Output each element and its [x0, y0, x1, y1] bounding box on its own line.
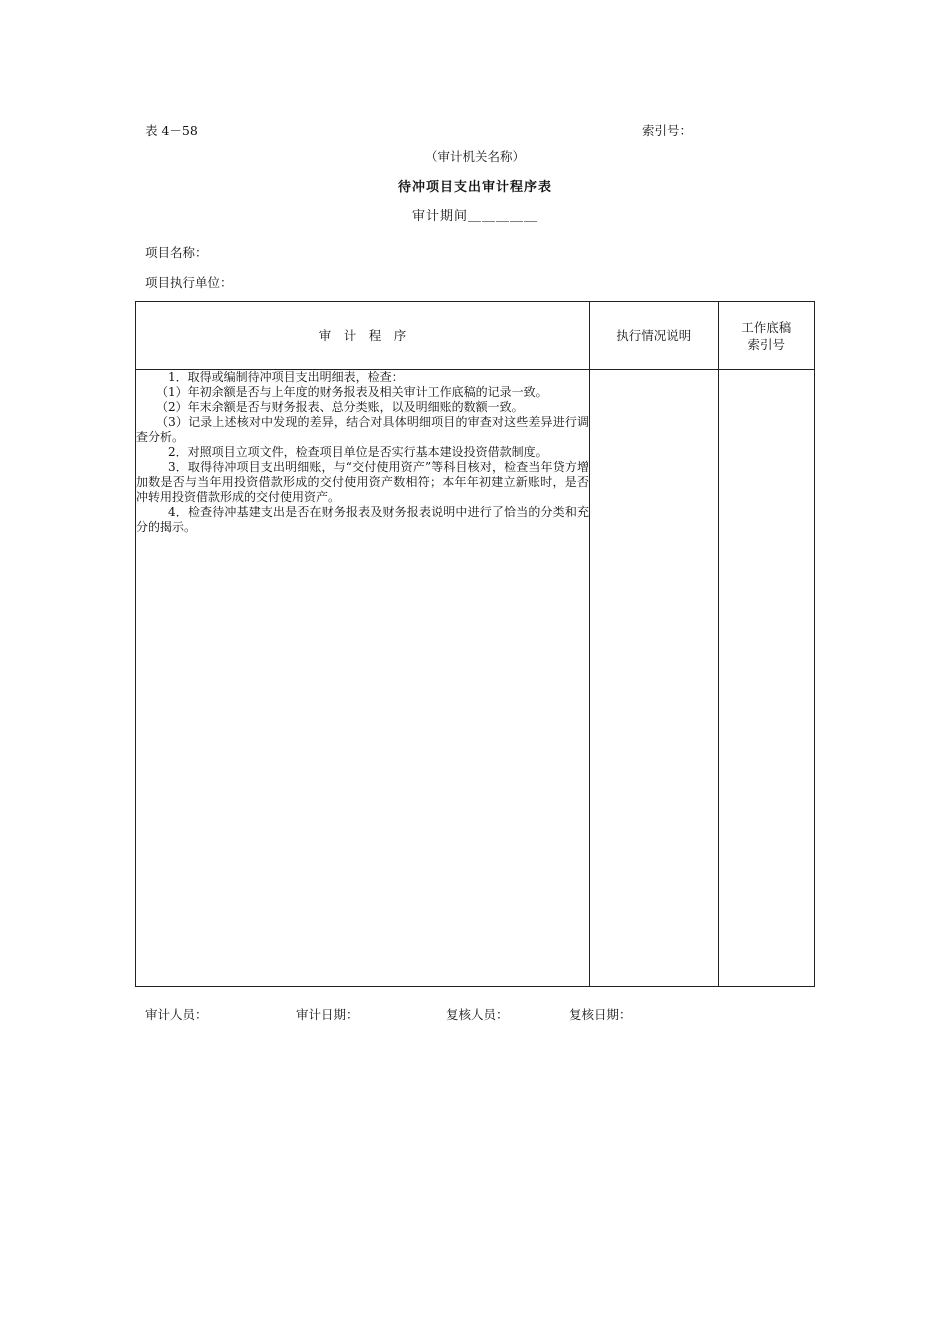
procedure-item-2: 2．对照项目立项文件，检查项目单位是否实行基本建设投资借款制度。	[168, 445, 548, 459]
page-title: 待冲项目支出审计程序表	[397, 180, 552, 195]
header-execution	[590, 302, 719, 370]
auditor-label: 审计人员：	[145, 1007, 208, 1022]
project-unit-label: 项目执行单位：	[145, 275, 233, 290]
procedure-item-3: 3．取得待冲项目支出明细账，与“交付使用资产”等科目核对，检查当年贷方增加数是否与当年用投资借款形成的交付使用资产数相符；本年年初建立新账时，是否冲转用投资借款形成的交付使用资产。	[136, 460, 589, 504]
execution-cell	[590, 370, 719, 987]
header-procedure-label: 审 计 程 序	[318, 328, 407, 343]
review-date-label: 复核日期：	[569, 1007, 632, 1022]
header-ref-line1: 工作底稿	[741, 319, 792, 335]
audit-procedure-table	[135, 301, 815, 987]
table-header-row	[136, 302, 815, 370]
audit-agency-name: （审计机关名称）	[424, 149, 525, 164]
procedure-item-1-1: （1）年初余额是否与上年度的财务报表及相关审计工作底稿的记录一致。	[156, 385, 548, 399]
ref-cell	[718, 370, 814, 987]
procedure-item-1: 1．取得或编制待冲项目支出明细表，检查：	[168, 370, 404, 384]
procedure-item-1-3: （3）记录上述核对中发现的差异，结合对具体明细项目的审查对这些差异进行调查分析。	[136, 415, 589, 444]
audit-date-label: 审计日期：	[296, 1007, 359, 1022]
index-number-label: 索引号：	[642, 123, 693, 138]
project-name-label: 项目名称：	[145, 245, 208, 260]
procedure-cell	[136, 370, 590, 987]
header-ref-line2: 索引号	[747, 336, 786, 352]
audit-period: 审计期间＿＿＿＿＿	[411, 209, 538, 224]
procedure-item-4: 4．检查待冲基建支出是否在财务报表及财务报表说明中进行了恰当的分类和充分的揭示。	[136, 505, 589, 534]
header-procedure	[136, 302, 590, 370]
reviewer-label: 复核人员：	[446, 1007, 509, 1022]
procedure-item-1-2: （2）年末余额是否与财务报表、总分类账，以及明细账的数额一致。	[156, 400, 524, 414]
header-execution-label: 执行情况说明	[616, 328, 692, 343]
table-body-row	[136, 370, 815, 987]
signature-footer	[145, 1005, 845, 1023]
table-number: 表 4－58	[145, 123, 198, 138]
header-ref	[718, 302, 814, 370]
